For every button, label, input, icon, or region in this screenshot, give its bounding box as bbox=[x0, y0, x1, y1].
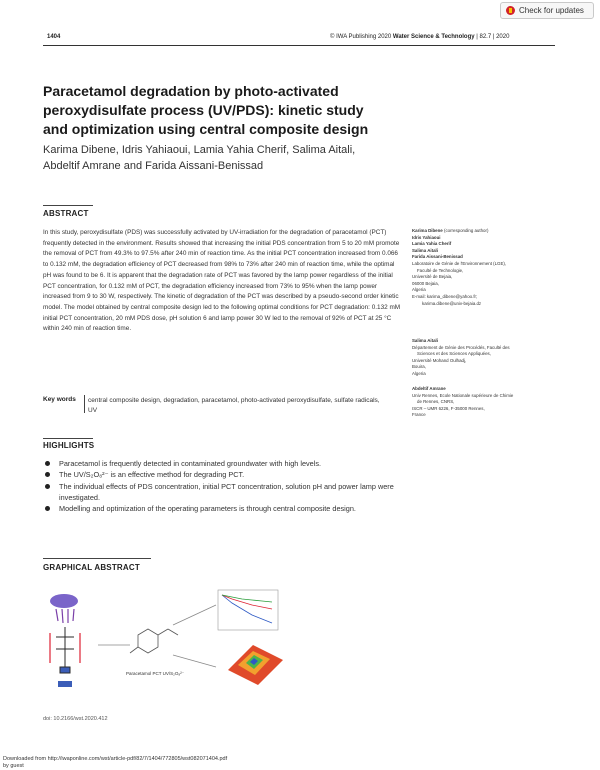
graphical-abstract-figure bbox=[38, 585, 288, 690]
keywords-text: central composite design, degradation, paracetamol, photo-activated peroxydisulfate, sulfate radicals, UV bbox=[88, 397, 380, 414]
bullet-icon bbox=[45, 472, 50, 477]
affiliation-line: Bouira, bbox=[412, 364, 426, 370]
email-line: karima.dibene@univ-bejaia.dz bbox=[422, 300, 482, 306]
journal-name: Water Science & Technology bbox=[392, 34, 475, 40]
affiliation-block bbox=[412, 386, 562, 419]
affiliation-line: Laboratoire de Génie de l'Environnement (LGE), bbox=[412, 260, 507, 266]
author-name: Abdeltif Amrane bbox=[412, 386, 446, 391]
section-rule bbox=[43, 205, 93, 206]
copyright: © IWA Publishing 2020 bbox=[330, 34, 392, 40]
doi: doi: 10.2166/wst.2020.412 bbox=[43, 716, 108, 722]
author-list: Karima Dibene, Idris Yahiaoui, Lamia Yahia Cherif, Salima Aitali, Abdeltif Amrane and Farida Aissani-Benissad bbox=[43, 144, 356, 172]
download-footer: Downloaded from http://iwaponline.com/wst/article-pdf/82/7/1404/772805/wst082071404.pdf bbox=[3, 756, 228, 762]
response-surface-plot bbox=[228, 645, 283, 685]
affiliation-line: Université Mohand Oulhadj, bbox=[412, 357, 467, 363]
affiliation-line: Sciences et des Sciences Appliquées, bbox=[417, 351, 491, 357]
highlights-heading: HIGHLIGHTS bbox=[43, 441, 95, 450]
page-number: 1404 bbox=[47, 34, 61, 40]
keywords-label: Key words bbox=[43, 396, 76, 403]
author-name: Salima Aitali bbox=[412, 338, 438, 343]
sample-box bbox=[58, 681, 72, 687]
section-rule bbox=[43, 558, 151, 559]
affiliation-line: de Rennes, CNRS, bbox=[417, 399, 455, 405]
author-name: Idris Yahiaoui bbox=[412, 234, 441, 240]
list-item: The individual effects of PDS concentration, initial PCT concentration, solution pH and power lamp were investigated. bbox=[43, 481, 403, 504]
bullet-icon bbox=[45, 506, 50, 511]
uv-rays-icon bbox=[56, 609, 74, 623]
abstract-text: In this study, peroxydisulfate (PDS) was successfully activated by UV-irradiation for the degradation of paracetamol (PCT) frequently detected in the environment. Results showed that increasing the initial PDS concentration from 5 to 20 mM promote the removal of PCT from 49.3% to 97.5% after 240 min of reaction time. As the initial PCT concentration increased from 0.066 to 0.132 mM, the degradation efficiency of PCT decreased from 98% to 73% after 240 min of reaction time, while the optimal pH was found to be 6. It is apparent that the degradation rate of PCT was favored by the lamp power regardless of the initial PCT concentration, for 0.132 mM of PCT, the degradation efficiency increased from 73% to 95% when the lamp power increased from 9 to 30 W, respectively. The kinetic of degradation of the PCT was described by a pseudo-second order kinetic model. The model obtained by central composite design led to the following optimal conditions for PCT degradation: 0.132 mM initial PCT concentration, 20 mM PDS dose, pH solution 6 and lamp power 30 W led to the removal of 92% of PCT at 25 °C within 240 min of reaction time. bbox=[43, 229, 401, 333]
header-rule bbox=[43, 45, 555, 46]
list-item: The UV/S₂O₈²⁻ is an effective method for degrading PCT. bbox=[43, 469, 403, 480]
check-for-updates-label: Check for updates bbox=[519, 6, 584, 15]
affiliation-line: Département de Génie des Procédés, Faculté des bbox=[412, 344, 510, 350]
connector-arrow bbox=[98, 605, 216, 667]
kinetic-plot bbox=[218, 590, 278, 630]
affiliation-block bbox=[412, 228, 562, 307]
affiliation-line: Algeria bbox=[412, 370, 426, 376]
affiliation-line: France bbox=[412, 412, 426, 418]
email-line: E-mail: karima_dibene@yahoo.fr; bbox=[412, 293, 478, 299]
graphical-abstract-heading: GRAPHICAL ABSTRACT bbox=[43, 563, 140, 572]
bullet-icon bbox=[45, 461, 50, 466]
year: 2020 bbox=[496, 34, 510, 40]
bullet-icon bbox=[45, 484, 50, 489]
molecule-icon bbox=[130, 629, 178, 653]
affiliation-line: 06000 Bejaia, bbox=[412, 280, 439, 286]
author-name: Karima Dibene bbox=[412, 228, 443, 233]
uv-lamp-icon bbox=[50, 594, 78, 608]
figure-caption: Paracetamol PCT UV/S₂O₈²⁻ bbox=[126, 671, 185, 676]
crossmark-icon bbox=[506, 6, 515, 15]
affiliation-line: Univ Rennes, Ecole Nationale supérieure de Chimie bbox=[412, 392, 514, 398]
list-item: Modelling and optimization of the operating parameters is through central composite design. bbox=[43, 503, 403, 514]
author-name: Salima Aitali bbox=[412, 247, 438, 253]
highlights-list bbox=[43, 458, 403, 514]
download-footer: by guest bbox=[3, 763, 24, 769]
abstract-heading: ABSTRACT bbox=[43, 209, 89, 218]
keywords-divider bbox=[84, 395, 85, 413]
affiliation-line: Faculté de Technologie, bbox=[417, 267, 464, 273]
affiliation-block bbox=[412, 338, 562, 378]
author-name: Lamia Yahia Cherif bbox=[412, 241, 452, 247]
affiliation-line: Université de Bejaia, bbox=[412, 274, 453, 280]
section-rule bbox=[43, 438, 93, 439]
check-for-updates-button[interactable] bbox=[500, 2, 594, 19]
running-header: © IWA Publishing 2020 Water Science & Technology | 82.7 | 2020 bbox=[330, 34, 510, 40]
author-name: Farida Aissani-Benissad bbox=[412, 254, 463, 260]
affiliation-line: ISCR – UMR 6226, F-35000 Rennes, bbox=[412, 405, 485, 411]
article-title: Paracetamol degradation by photo-activated peroxydisulfate process (UV/PDS): kinetic study and optimization using central composite design bbox=[43, 83, 369, 137]
corresponding-note: (corresponding author) bbox=[443, 228, 489, 233]
volume: 82.7 bbox=[479, 34, 492, 40]
reactor-icon bbox=[56, 627, 74, 673]
list-item: Paracetamol is frequently detected in contaminated groundwater with high levels. bbox=[43, 458, 403, 469]
affiliation-line: Algeria bbox=[412, 287, 426, 293]
